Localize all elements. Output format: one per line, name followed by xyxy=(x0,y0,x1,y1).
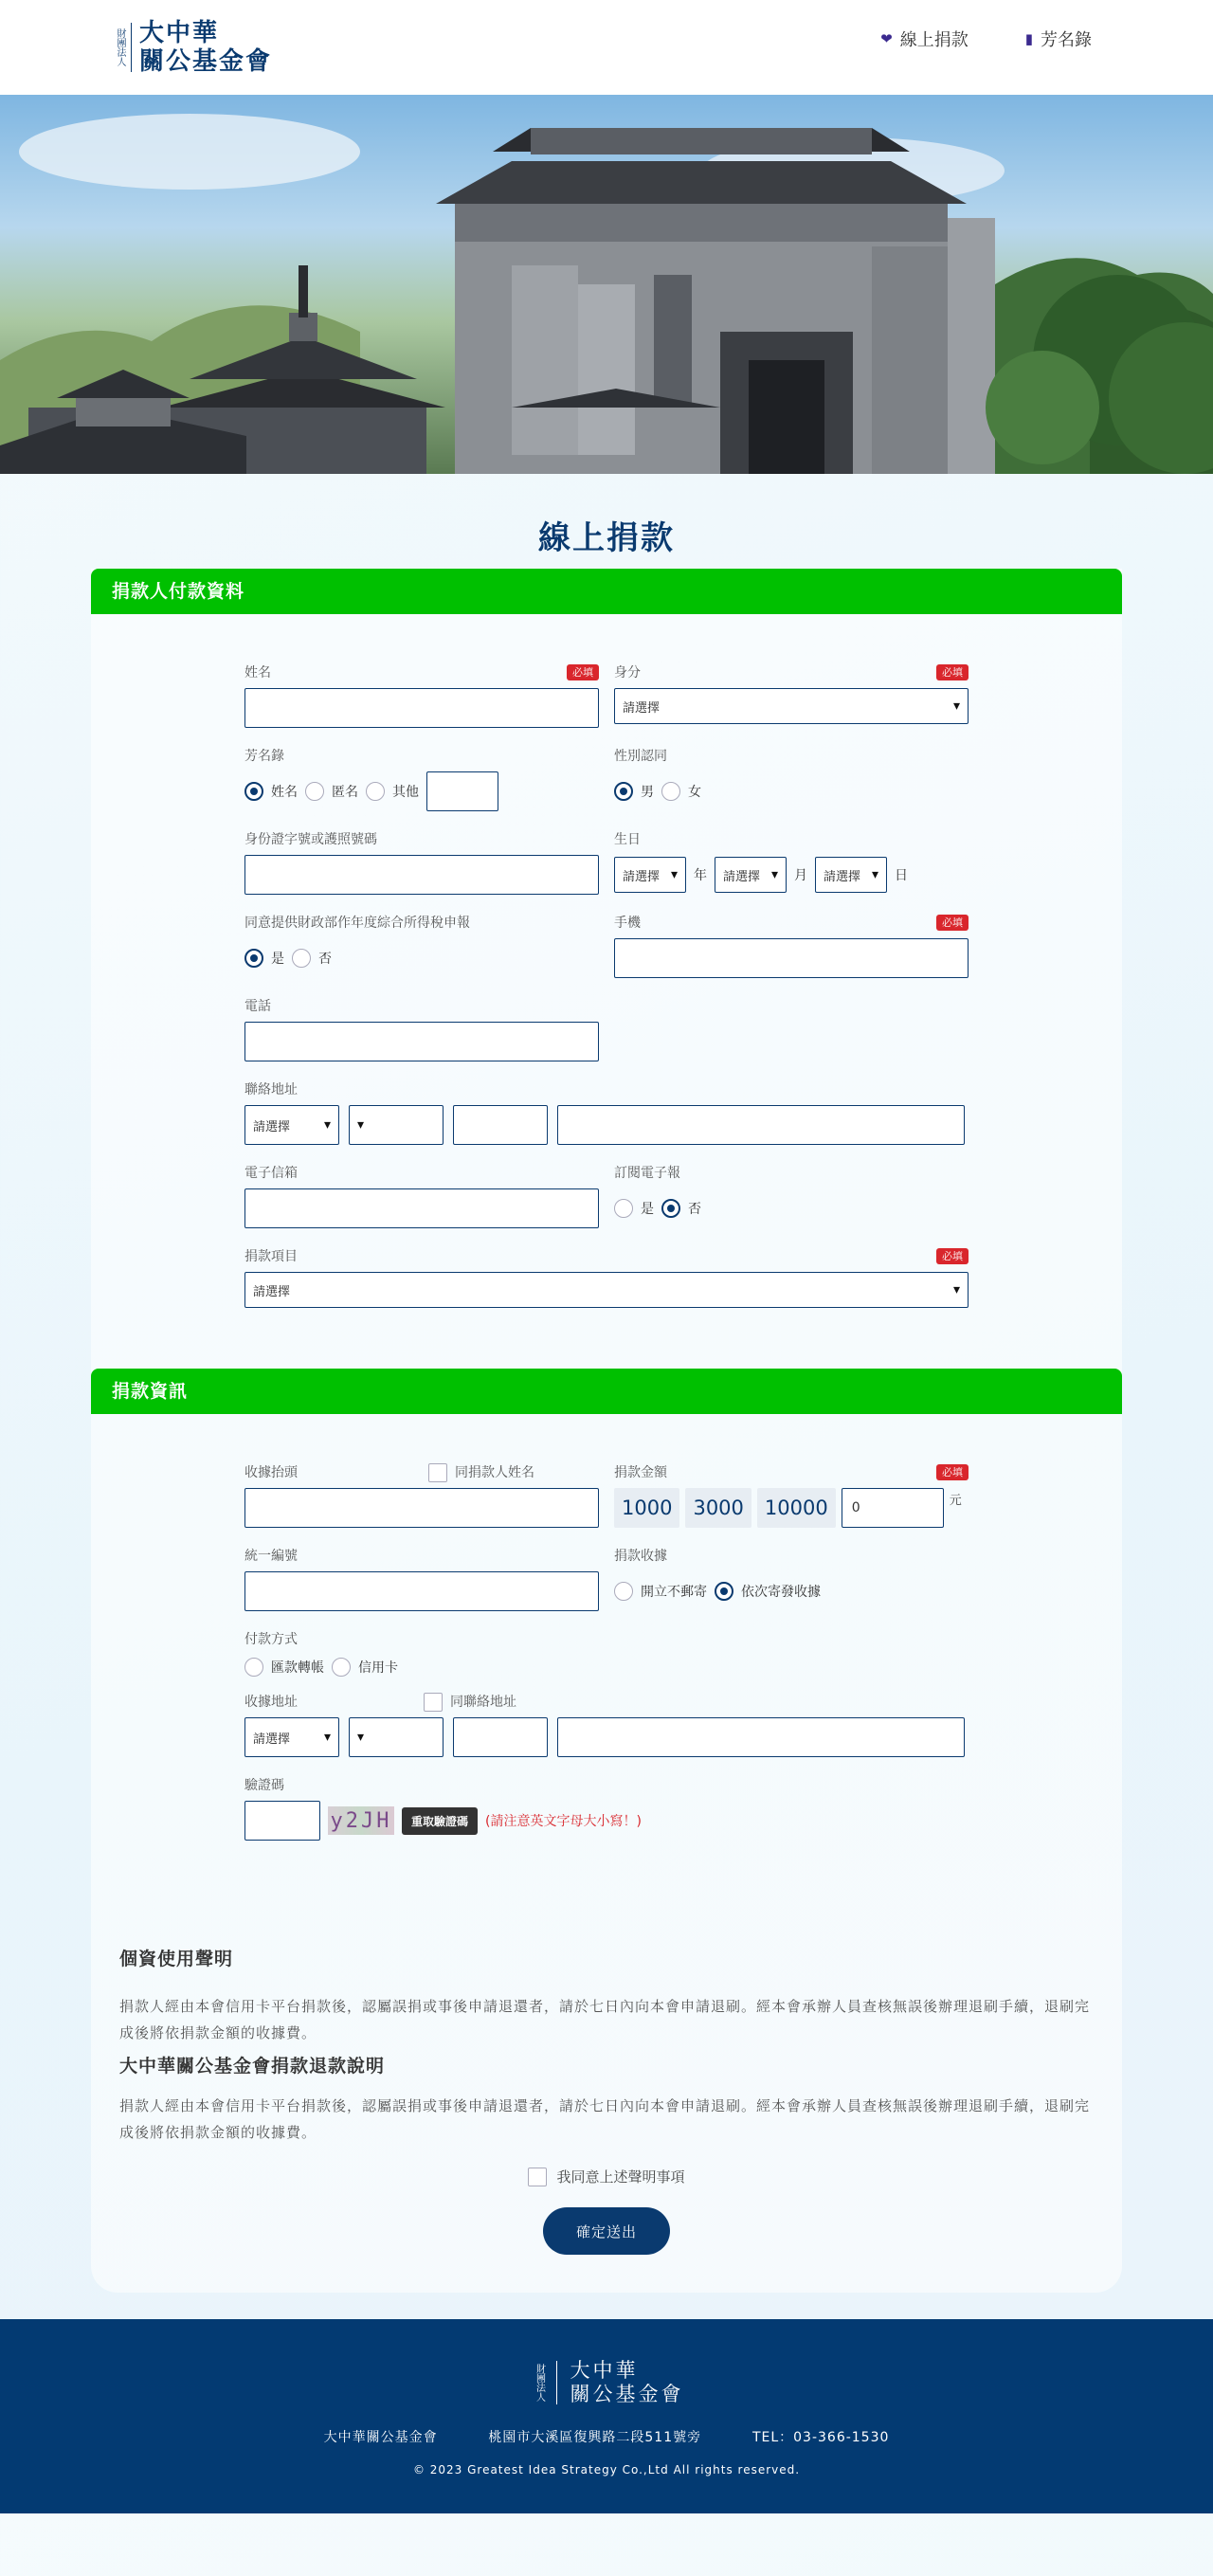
donor-info-section-header: 捐款人付款資料 xyxy=(91,569,1122,614)
donation-form-card xyxy=(91,569,1122,2293)
honor-name-label: 姓名 xyxy=(271,785,298,800)
required-badge: 必填 xyxy=(936,915,969,931)
address-inputs xyxy=(244,1105,969,1145)
amount-option-1000[interactable]: 1000 xyxy=(614,1488,679,1528)
address-city-select[interactable] xyxy=(244,1105,339,1145)
gender-female-radio[interactable] xyxy=(661,782,680,801)
id-number-input[interactable] xyxy=(244,855,599,895)
captcha-input[interactable] xyxy=(244,1801,320,1841)
amount-option-10000[interactable]: 10000 xyxy=(757,1488,836,1528)
birthday-day-select[interactable] xyxy=(815,857,887,893)
address-street-input[interactable] xyxy=(557,1105,965,1145)
same-as-contact-label: 同聯絡地址 xyxy=(450,1695,516,1710)
honor-anonymous-radio[interactable] xyxy=(305,782,324,801)
honor-roll-label: 芳名錄 xyxy=(244,749,284,764)
identity-label: 身分 xyxy=(614,665,641,680)
receipt-delivery-radio-group xyxy=(614,1571,969,1611)
logo-text xyxy=(139,19,272,76)
logo-divider xyxy=(131,23,132,72)
required-badge: 必填 xyxy=(936,664,969,680)
nav-donate-link[interactable] xyxy=(880,27,969,51)
birthday-month-value: 請選擇 xyxy=(723,869,761,884)
email-label: 電子信箱 xyxy=(244,1166,298,1181)
day-label: 日 xyxy=(895,868,908,883)
amount-custom-input[interactable] xyxy=(842,1488,944,1528)
receipt-district-select[interactable] xyxy=(349,1717,444,1757)
donation-info-form xyxy=(244,1414,969,1841)
captcha-label: 驗證碼 xyxy=(244,1778,284,1793)
footer-address: 桃園市大溪區復興路二段511號旁 xyxy=(488,2430,702,2445)
form-row xyxy=(244,1693,969,1757)
phone-field-group xyxy=(244,997,599,1061)
captcha-image: y2JH xyxy=(328,1806,394,1835)
receipt-address-field-group xyxy=(244,1693,969,1757)
identity-select-value: 請選擇 xyxy=(623,700,661,716)
mobile-field-group xyxy=(614,914,969,978)
form-row xyxy=(244,663,969,728)
name-input[interactable] xyxy=(244,688,599,728)
tax-no-radio[interactable] xyxy=(292,949,311,968)
form-row xyxy=(244,914,969,978)
mobile-label: 手機 xyxy=(614,916,641,931)
footer-tel: TEL：03-366-1530 xyxy=(751,2430,890,2445)
footer-org-name: 大中華關公基金會 xyxy=(323,2430,438,2445)
honor-roll-radio-group xyxy=(244,771,599,811)
form-row xyxy=(244,1630,969,1679)
payment-credit-card-label: 信用卡 xyxy=(358,1660,398,1676)
site-logo[interactable] xyxy=(110,19,272,76)
required-badge: 必填 xyxy=(567,664,599,680)
agree-label: 我同意上述聲明事項 xyxy=(556,2168,685,2186)
tax-consent-field-group xyxy=(244,914,599,978)
receipt-address-inputs xyxy=(244,1717,969,1757)
payment-method-field-group xyxy=(244,1630,599,1679)
donate-hand-icon: ❤ xyxy=(880,30,893,47)
tax-id-input[interactable] xyxy=(244,1571,599,1611)
identity-field-group xyxy=(614,663,969,728)
newsletter-yes-radio[interactable] xyxy=(614,1199,633,1218)
form-row xyxy=(244,1776,969,1841)
captcha-refresh-button[interactable]: 重取驗證碼 xyxy=(402,1807,478,1835)
honor-other-radio[interactable] xyxy=(366,782,385,801)
tax-id-label: 統一編號 xyxy=(244,1549,298,1564)
logo-line2: 關公基金會 xyxy=(139,47,273,76)
refund-statement-title: 大中華關公基金會捐款退款說明 xyxy=(119,2056,386,2077)
birthday-month-select[interactable] xyxy=(715,857,787,893)
receipt-title-label-row xyxy=(244,1463,599,1482)
amount-custom-value: 0 xyxy=(851,1500,860,1515)
receipt-each-time-label: 依次寄發收據 xyxy=(741,1585,821,1600)
form-row xyxy=(244,997,969,1061)
statements-section xyxy=(91,1945,1122,2146)
yuan-label: 元 xyxy=(949,1494,962,1508)
donation-item-label: 捐款項目 xyxy=(244,1249,298,1264)
receipt-delivery-label: 捐款收據 xyxy=(614,1549,667,1564)
tax-consent-radio-group xyxy=(244,938,599,978)
footer-logo-line2: 關公基金會 xyxy=(570,2383,684,2405)
address-field-group xyxy=(244,1080,969,1145)
page-title: 線上捐款 xyxy=(538,519,675,557)
form-row xyxy=(244,1080,969,1145)
honor-name-radio[interactable] xyxy=(244,782,263,801)
privacy-statement-title: 個資使用聲明 xyxy=(119,1949,234,1969)
gender-radio-group xyxy=(614,771,969,811)
payment-transfer-radio[interactable] xyxy=(244,1658,263,1677)
main-nav xyxy=(880,27,1092,51)
receipt-city-value: 請選擇 xyxy=(253,1732,291,1747)
same-as-donor-label: 同捐款人姓名 xyxy=(455,1465,534,1480)
honor-other-input[interactable] xyxy=(426,771,498,811)
amount-option-3000[interactable]: 3000 xyxy=(685,1488,751,1528)
footer-logo-divider xyxy=(556,2361,557,2404)
receipt-title-field-group xyxy=(244,1463,599,1528)
identity-select[interactable] xyxy=(614,688,969,724)
logo-vertical-text: 財團法人 xyxy=(115,28,125,66)
receipt-street-input[interactable] xyxy=(557,1717,965,1757)
footer-copyright: © 2023 Greatest Idea Strategy Co.,Ltd All rights reserved. xyxy=(412,2463,801,2476)
donor-info-form xyxy=(244,614,969,1308)
newsletter-no-label: 否 xyxy=(688,1202,701,1217)
book-icon: ▮ xyxy=(1024,30,1033,47)
tax-no-label: 否 xyxy=(318,952,332,967)
footer-contact-info xyxy=(0,2427,1213,2446)
receipt-delivery-field-group xyxy=(614,1547,969,1611)
required-badge: 必填 xyxy=(936,1248,969,1264)
newsletter-radio-group xyxy=(614,1188,969,1228)
same-as-contact-group xyxy=(424,1693,516,1712)
agree-group xyxy=(91,2167,1122,2186)
email-field-group xyxy=(244,1164,599,1228)
privacy-statement-text: 捐款人經由本會信用卡平台捐款後，認屬誤捐或事後申請退還者，請於七日內向本會申請退刷。經本會承辦人員查核無誤後辦理退刷手續，退刷完成後將依捐款金額的收據費。 xyxy=(119,1998,1091,2041)
gender-field-group xyxy=(614,747,969,811)
form-row xyxy=(244,1164,969,1228)
id-number-label: 身份證字號或護照號碼 xyxy=(244,832,377,847)
donation-item-field-group xyxy=(244,1247,969,1308)
gender-male-radio[interactable] xyxy=(614,782,633,801)
footer-logo-text xyxy=(570,2359,684,2406)
email-input[interactable] xyxy=(244,1188,599,1228)
site-header xyxy=(0,0,1213,95)
captcha-field-group xyxy=(244,1776,969,1841)
footer-logo-line1: 大中華 xyxy=(570,2359,639,2382)
newsletter-no-radio[interactable] xyxy=(661,1199,680,1218)
month-label: 月 xyxy=(794,868,807,883)
same-as-contact-checkbox[interactable] xyxy=(424,1693,443,1712)
hero-banner-image xyxy=(0,95,1213,474)
newsletter-label: 訂閱電子報 xyxy=(614,1166,680,1181)
form-row xyxy=(244,1247,969,1308)
birthday-label: 生日 xyxy=(614,832,641,847)
amount-options xyxy=(614,1488,969,1528)
receipt-title-input[interactable] xyxy=(244,1488,599,1528)
birthday-year-select[interactable] xyxy=(614,857,686,893)
receipt-each-time-radio[interactable] xyxy=(715,1582,733,1601)
gender-male-label: 男 xyxy=(641,785,654,800)
form-row xyxy=(244,1463,969,1528)
form-row xyxy=(244,747,969,811)
same-as-donor-group xyxy=(428,1463,534,1482)
newsletter-field-group xyxy=(614,1164,969,1228)
receipt-address-label: 收據地址 xyxy=(244,1695,298,1710)
tax-yes-label: 是 xyxy=(271,952,284,967)
site-footer xyxy=(0,2319,1213,2513)
donation-info-section-header: 捐款資訊 xyxy=(91,1369,1122,1414)
nav-honor-roll-link[interactable] xyxy=(1025,27,1092,51)
id-number-field-group xyxy=(244,830,599,895)
year-label: 年 xyxy=(694,868,707,883)
phone-input[interactable] xyxy=(244,1022,599,1061)
form-row xyxy=(244,1547,969,1611)
receipt-no-mail-radio[interactable] xyxy=(614,1582,633,1601)
address-zip-input[interactable] xyxy=(453,1105,548,1145)
captcha-note: (請注意英文字母大小寫！) xyxy=(485,1814,642,1829)
payment-transfer-label: 匯款轉帳 xyxy=(271,1660,324,1676)
nav-donate-label: 線上捐款 xyxy=(899,30,969,50)
nav-honor-roll-label: 芳名錄 xyxy=(1041,30,1092,50)
footer-logo-vertical-text: 財團法人 xyxy=(534,2364,545,2402)
birthday-day-value: 請選擇 xyxy=(824,869,861,884)
newsletter-yes-label: 是 xyxy=(641,1202,654,1217)
receipt-address-label-row xyxy=(244,1693,969,1712)
receipt-no-mail-label: 開立不郵寄 xyxy=(641,1585,707,1600)
honor-roll-field-group xyxy=(244,747,599,811)
amount-field-group xyxy=(614,1463,969,1528)
address-district-select[interactable] xyxy=(349,1105,444,1145)
required-badge: 必填 xyxy=(936,1464,969,1480)
tax-consent-label: 同意提供財政部作年度綜合所得稅申報 xyxy=(244,916,470,931)
temple-illustration xyxy=(0,95,1213,474)
mobile-input[interactable] xyxy=(614,938,969,978)
payment-method-label: 付款方式 xyxy=(244,1632,298,1647)
receipt-zip-input[interactable] xyxy=(453,1717,548,1757)
name-label: 姓名 xyxy=(244,665,271,680)
gender-female-label: 女 xyxy=(688,785,701,800)
submit-button[interactable]: 確定送出 xyxy=(543,2207,670,2255)
captcha-row xyxy=(244,1801,969,1841)
birthday-year-value: 請選擇 xyxy=(623,869,661,884)
receipt-title-label: 收據抬頭 xyxy=(244,1465,298,1480)
donation-item-value: 請選擇 xyxy=(253,1284,291,1299)
payment-method-radio-group xyxy=(244,1655,599,1679)
tax-yes-radio[interactable] xyxy=(244,949,263,968)
agree-checkbox[interactable] xyxy=(528,2168,547,2186)
tax-id-field-group xyxy=(244,1547,599,1611)
same-as-donor-checkbox[interactable] xyxy=(428,1463,447,1482)
birthday-field-group xyxy=(614,830,969,895)
receipt-city-select[interactable] xyxy=(244,1717,339,1757)
amount-label: 捐款金額 xyxy=(614,1465,667,1480)
address-label: 聯絡地址 xyxy=(244,1082,298,1098)
form-row xyxy=(244,830,969,895)
birthday-selects xyxy=(614,855,969,895)
logo-line1: 大中華 xyxy=(139,19,220,47)
payment-credit-card-radio[interactable] xyxy=(332,1658,351,1677)
honor-anonymous-label: 匿名 xyxy=(332,785,358,800)
address-city-value: 請選擇 xyxy=(253,1119,291,1134)
honor-other-label: 其他 xyxy=(392,785,419,800)
footer-logo xyxy=(530,2359,684,2406)
phone-label: 電話 xyxy=(244,999,271,1014)
refund-statement-text: 捐款人經由本會信用卡平台捐款後，認屬誤捐或事後申請退還者，請於七日內向本會申請退刷。經本會承辦人員查核無誤後辦理退刷手續，退刷完成後將依捐款金額的收據費。 xyxy=(119,2097,1091,2141)
name-field-group xyxy=(244,663,599,728)
gender-label: 性別認同 xyxy=(614,749,667,764)
donation-item-select[interactable] xyxy=(244,1272,969,1308)
